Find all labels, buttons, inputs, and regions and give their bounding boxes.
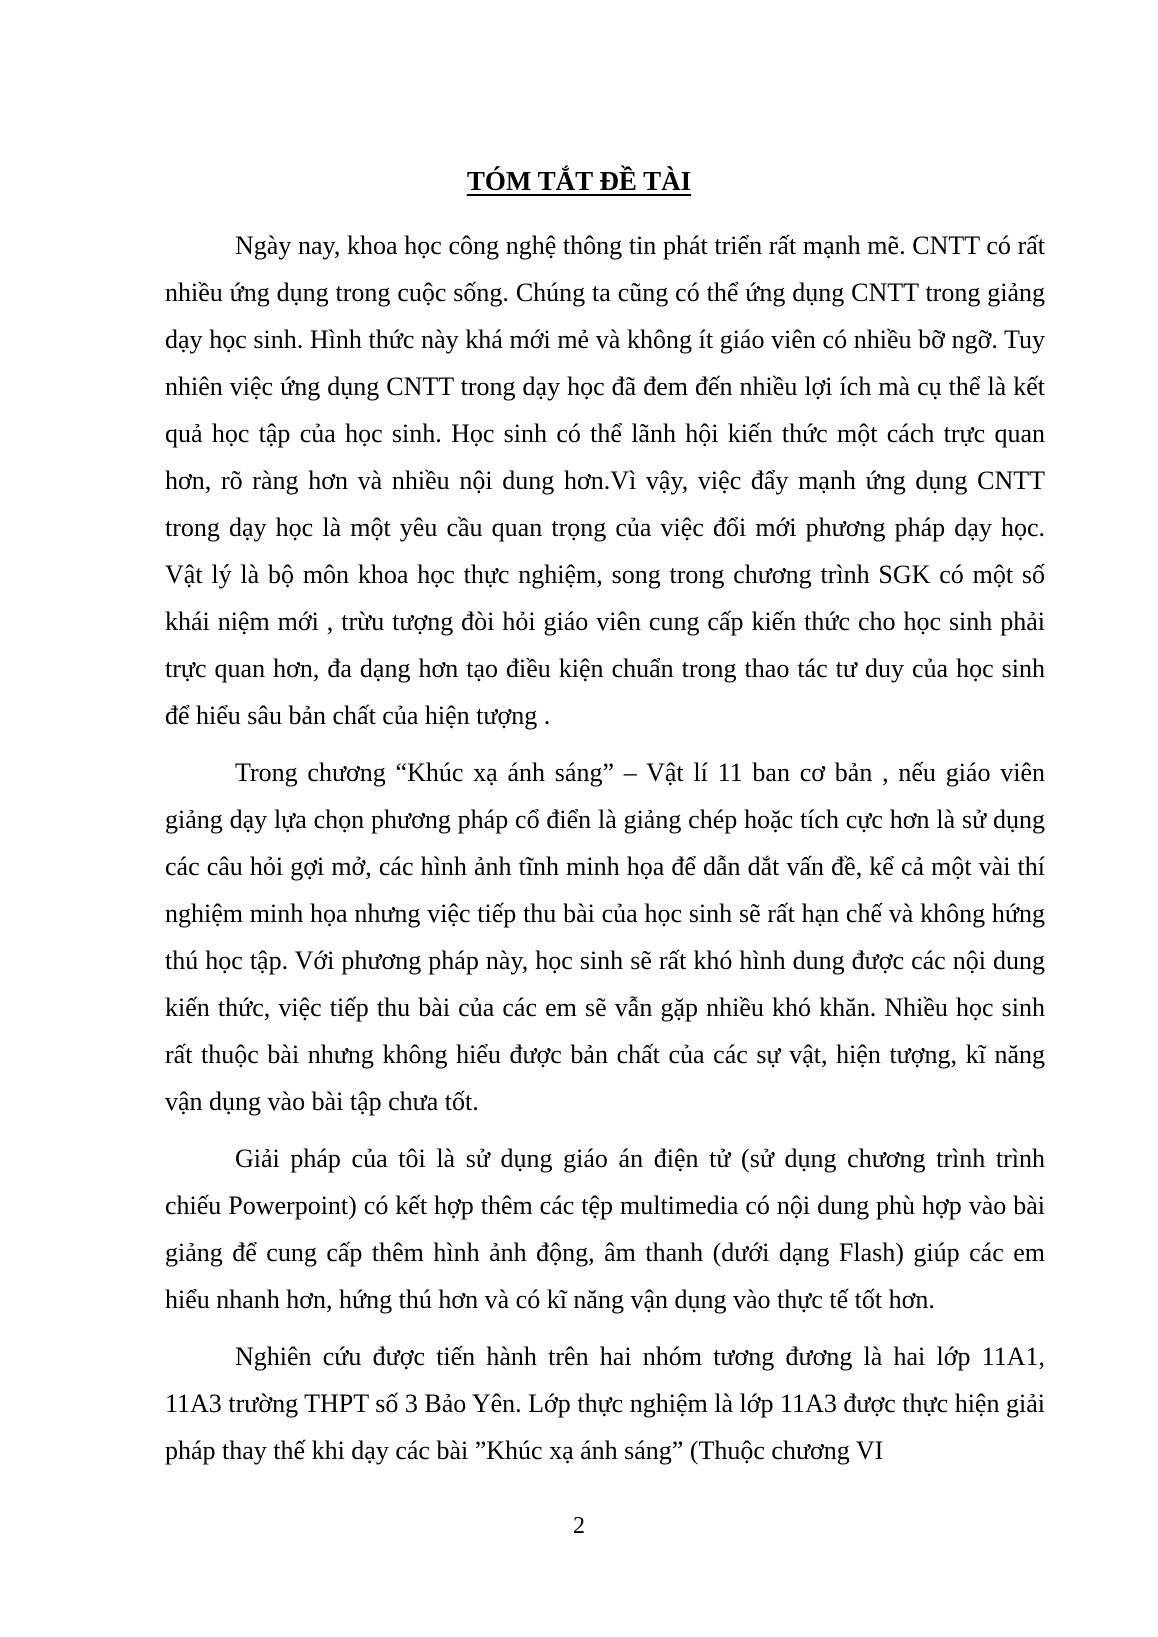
paragraph-problem: Trong chương “Khúc xạ ánh sáng” – Vật lí 11 ban cơ bản , nếu giáo viên giảng dạy lựa chọn phương pháp cổ điển là giảng chép hoặc tích cực hơn là sử dụng các câu hỏi gợi mở, các hình ảnh tĩnh minh họa để dẫn dắt vấn đề, kể cả một vài thí nghiệm minh họa nhưng việc tiếp thu bài của học sinh sẽ rất hạn chế và không hứng thú học tập. Với phương pháp này, học sinh sẽ rất khó hình dung được các nội dung kiến thức, việc tiếp thu bài của các em sẽ vẫn gặp nhiều khó khăn. Nhiều học sinh rất thuộc bài nhưng không hiểu được bản chất của các sự vật, hiện tượng, kĩ năng vận dụng vào bài tập chưa tốt. [165, 758, 1045, 1116]
page-number: 2 [573, 1513, 585, 1539]
paragraph-introduction: Ngày nay, khoa học công nghệ thông tin phát triển rất mạnh mẽ. CNTT có rất nhiều ứng dụng trong cuộc sống. Chúng ta cũng có thể ứng dụng CNTT trong giảng dạy học sinh. Hình thức này khá mới mẻ và không ít giáo viên có nhiều bỡ ngỡ. Tuy nhiên việc ứng dụng CNTT trong dạy học đã đem đến nhiều lợi ích mà cụ thể là kết quả học tập của học sinh. Học sinh có thể lãnh hội kiến thức một cách trực quan hơn, rõ ràng hơn và nhiều nội dung hơn.Vì vậy, việc đẩy mạnh ứng dụng CNTT trong dạy học là một yêu cầu quan trọng của việc đổi mới phương pháp dạy học. Vật lý là bộ môn khoa học thực nghiệm, song trong chương trình SGK có một số khái niệm mới , trừu tượng đòi hỏi giáo viên cung cấp kiến thức cho học sinh phải trực quan hơn, đa dạng hơn tạo điều kiện chuẩn trong thao tác tư duy của học sinh để hiểu sâu bản chất của hiện tượng . [165, 231, 1045, 730]
paragraph-research: Nghiên cứu được tiến hành trên hai nhóm tương đương là hai lớp 11A1, 11A3 trường THPT số 3 Bảo Yên. Lớp thực nghiệm là lớp 11A3 được thực hiện giải pháp thay thế khi dạy các bài ”Khúc xạ ánh sáng” (Thuộc chương VI [165, 1342, 1045, 1465]
document-title: TÓM TẮT ĐỀ TÀI [466, 166, 692, 196]
document-body [165, 222, 1045, 1474]
paragraph-solution: Giải pháp của tôi là sử dụng giáo án điện tử (sử dụng chương trình trình chiếu Powerpoint) có kết hợp thêm các tệp multimedia có nội dung phù hợp vào bài giảng để cung cấp thêm hình ảnh động, âm thanh (dưới dạng Flash) giúp các em hiểu nhanh hơn, hứng thú hơn và có kĩ năng vận dụng vào thực tế tốt hơn. [165, 1144, 1045, 1314]
